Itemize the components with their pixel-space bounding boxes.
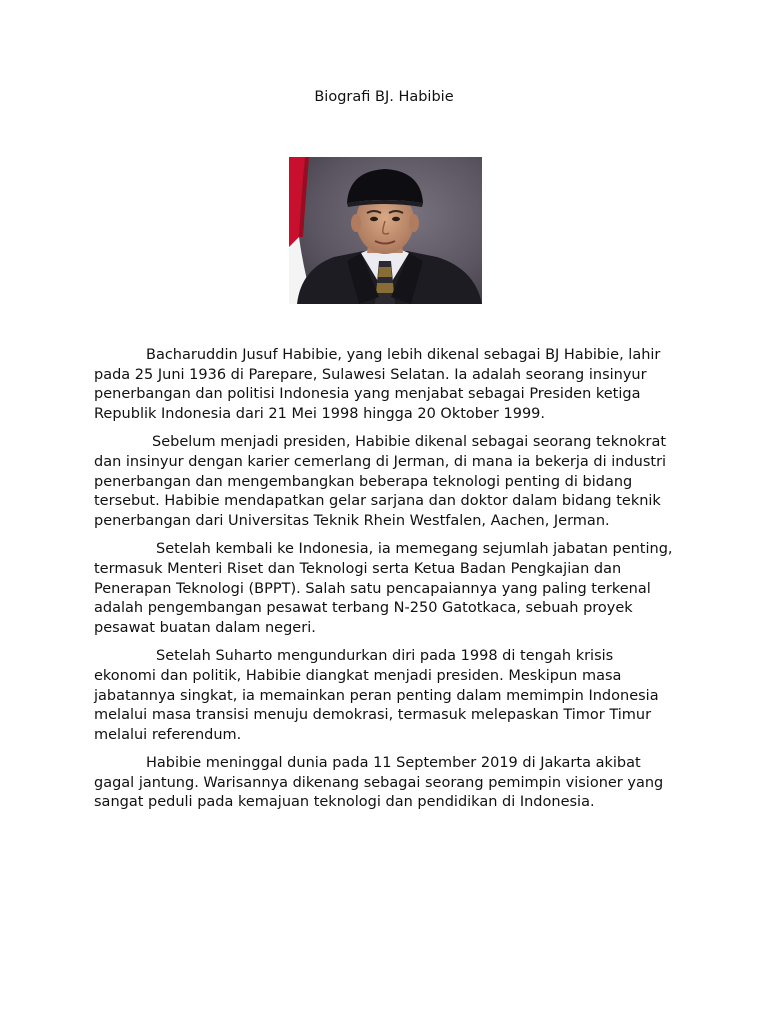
paragraph-2: Sebelum menjadi presiden, Habibie dikenal sebagai seorang teknokrat dan insinyur dengan karier cemerlang di Jerman, di mana ia bekerja di industri penerbangan dan mengembangkan beberapa teknologi penting di bidang tersebut. Habibie mendapatkan gelar sarjana dan doktor dalam bidang teknik penerbangan dari Universitas Teknik Rhein Westfalen, Aachen, Jerman. bbox=[94, 434, 667, 529]
page-title: Biografi BJ. Habibie bbox=[314, 89, 454, 105]
paragraph-1: Bacharuddin Jusuf Habibie, yang lebih dikenal sebagai BJ Habibie, lahir pada 25 Juni 1936 di Parepare, Sulawesi Selatan. Ia adalah seorang insinyur penerbangan dan politisi Indonesia yang menjabat sebagai Presiden ketiga Republik Indonesia dari 21 Mei 1998 hingga 20 Oktober 1999. bbox=[94, 347, 661, 422]
portrait-photo bbox=[289, 157, 482, 304]
biography-body bbox=[94, 346, 676, 822]
paragraph-5: Habibie meninggal dunia pada 11 September 2019 di Jakarta akibat gagal jantung. Warisannya dikenang sebagai seorang pemimpin visioner yang sangat peduli pada kemajuan teknologi dan pendidikan di Indonesia. bbox=[94, 755, 664, 811]
paragraph-3: Setelah kembali ke Indonesia, ia memegang sejumlah jabatan penting, termasuk Menteri Riset dan Teknologi serta Ketua Badan Pengkajian dan Penerapan Teknologi (BPPT). Salah satu pencapaiannya yang paling terkenal adalah pengembangan pesawat terbang N-250 Gatotkaca, sebuah proyek pesawat buatan dalam negeri. bbox=[94, 541, 673, 636]
paragraph-4: Setelah Suharto mengundurkan diri pada 1998 di tengah krisis ekonomi dan politik, Habibie diangkat menjadi presiden. Meskipun masa jabatannya singkat, ia memainkan peran penting dalam memimpin Indonesia melalui masa transisi menuju demokrasi, termasuk melepaskan Timor Timur melalui referendum. bbox=[94, 648, 659, 743]
